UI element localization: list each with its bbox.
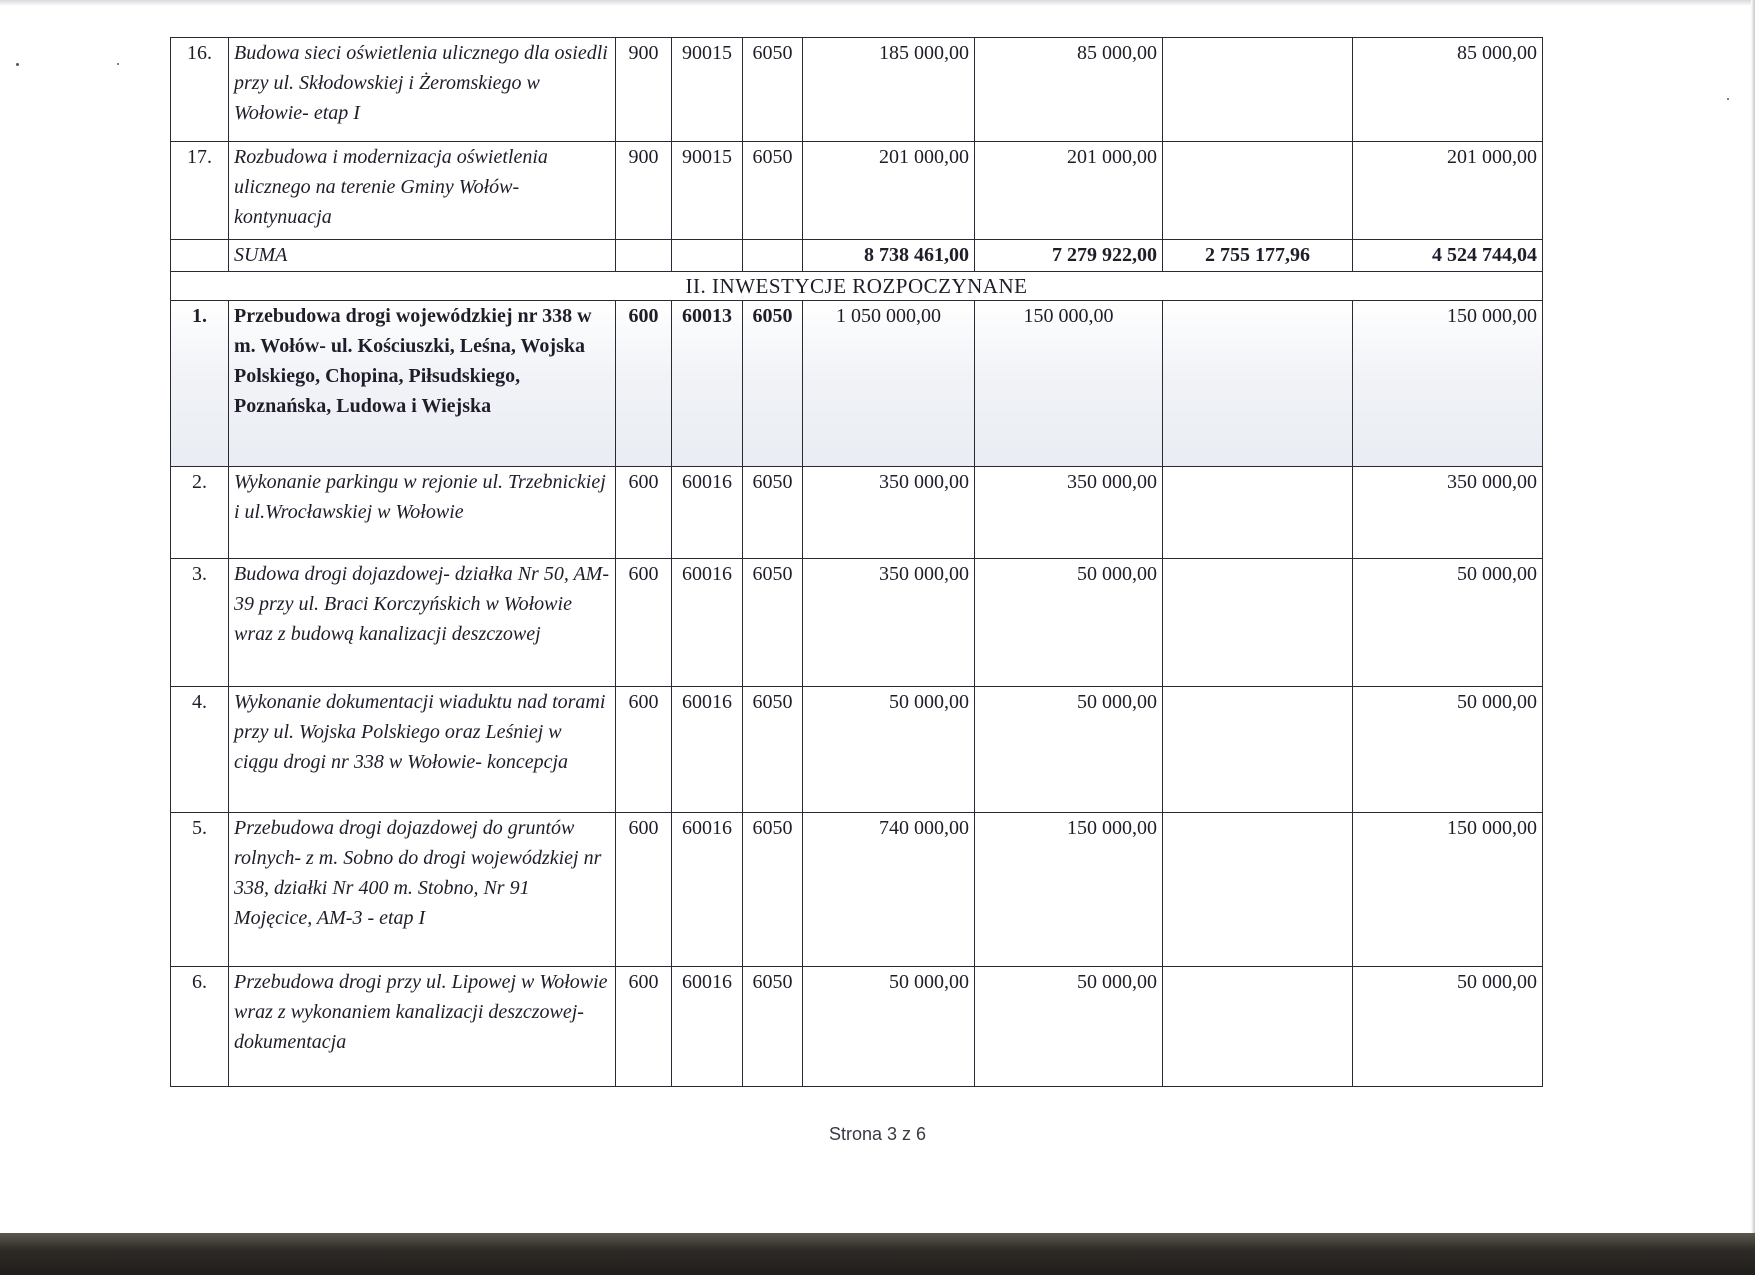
scan-right-edge (1751, 0, 1755, 1233)
row-number: 4. (171, 687, 229, 813)
rozdzial-code: 60016 (672, 687, 743, 813)
row-number: 5. (171, 813, 229, 967)
row-number: 2. (171, 467, 229, 559)
row-number: 16. (171, 38, 229, 142)
total-cost: 350 000,00 (803, 467, 975, 559)
rozdzial-code: 60016 (672, 467, 743, 559)
own-funds: 201 000,00 (1353, 142, 1543, 240)
other-funds (1163, 38, 1353, 142)
task-name: Przebudowa drogi wojewódzkiej nr 338 w m. Wołów- ul. Kościuszki, Leśna, Wojska Polskiego, Chopina, Piłsudskiego, Poznańska, Ludowa i Wiejska (229, 301, 616, 467)
total-cost: 185 000,00 (803, 38, 975, 142)
table-row (171, 687, 1543, 813)
paragraf-code: 6050 (743, 467, 803, 559)
total-cost: 740 000,00 (803, 813, 975, 967)
scan-speck (117, 63, 119, 65)
task-name: Rozbudowa i modernizacja oświetlenia ulicznego na terenie Gminy Wołów- kontynuacja (229, 142, 616, 240)
row-number: 17. (171, 142, 229, 240)
dzial-code: 600 (616, 813, 672, 967)
planned-amount: 50 000,00 (975, 967, 1163, 1087)
planned-amount: 350 000,00 (975, 467, 1163, 559)
other-funds (1163, 559, 1353, 687)
scan-speck (16, 63, 19, 66)
paragraf-code: 6050 (743, 559, 803, 687)
planned-amount: 85 000,00 (975, 38, 1163, 142)
other-funds (1163, 967, 1353, 1087)
own-funds: 150 000,00 (1353, 301, 1543, 467)
table-row (171, 142, 1543, 240)
sum-row (171, 240, 1543, 272)
own-funds: 50 000,00 (1353, 687, 1543, 813)
dzial-code: 600 (616, 301, 672, 467)
task-name: Budowa sieci oświetlenia ulicznego dla osiedli przy ul. Skłodowskiej i Żeromskiego w Wołowie- etap I (229, 38, 616, 142)
empty-cell (616, 240, 672, 272)
other-funds (1163, 813, 1353, 967)
section-title: II. INWESTYCJE ROZPOCZYNANE (171, 272, 1543, 301)
rozdzial-code: 60016 (672, 967, 743, 1087)
sum-own-funds: 4 524 744,04 (1353, 240, 1543, 272)
own-funds: 150 000,00 (1353, 813, 1543, 967)
total-cost: 50 000,00 (803, 967, 975, 1087)
planned-amount: 201 000,00 (975, 142, 1163, 240)
total-cost: 201 000,00 (803, 142, 975, 240)
paragraf-code: 6050 (743, 38, 803, 142)
table-row (171, 301, 1543, 467)
sum-other-funds: 2 755 177,96 (1163, 240, 1353, 272)
scan-top-edge (0, 0, 1755, 6)
dzial-code: 600 (616, 967, 672, 1087)
sum-total-cost: 8 738 461,00 (803, 240, 975, 272)
rozdzial-code: 90015 (672, 38, 743, 142)
dzial-code: 900 (616, 38, 672, 142)
own-funds: 350 000,00 (1353, 467, 1543, 559)
table-row (171, 967, 1543, 1087)
other-funds (1163, 142, 1353, 240)
table-row (171, 467, 1543, 559)
planned-amount: 150 000,00 (975, 813, 1163, 967)
own-funds: 50 000,00 (1353, 967, 1543, 1087)
row-number: 1. (171, 301, 229, 467)
dzial-code: 600 (616, 559, 672, 687)
paragraf-code: 6050 (743, 301, 803, 467)
sum-label: SUMA (229, 240, 616, 272)
paragraf-code: 6050 (743, 967, 803, 1087)
rozdzial-code: 60016 (672, 813, 743, 967)
planned-amount: 50 000,00 (975, 559, 1163, 687)
dzial-code: 600 (616, 467, 672, 559)
planned-amount: 50 000,00 (975, 687, 1163, 813)
empty-cell (743, 240, 803, 272)
empty-cell (171, 240, 229, 272)
table-row (171, 559, 1543, 687)
rozdzial-code: 90015 (672, 142, 743, 240)
paragraf-code: 6050 (743, 687, 803, 813)
task-name: Budowa drogi dojazdowej- działka Nr 50, AM-39 przy ul. Braci Korczyńskich w Wołowie wraz z budową kanalizacji deszczowej (229, 559, 616, 687)
section-heading-row (171, 272, 1543, 301)
investment-table (170, 37, 1543, 1087)
task-name: Wykonanie dokumentacji wiaduktu nad torami przy ul. Wojska Polskiego oraz Leśniej w ciągu drogi nr 338 w Wołowie- koncepcja (229, 687, 616, 813)
other-funds (1163, 467, 1353, 559)
task-name: Wykonanie parkingu w rejonie ul. Trzebnickiej i ul.Wrocławskiej w Wołowie (229, 467, 616, 559)
task-name: Przebudowa drogi dojazdowej do gruntów rolnych- z m. Sobno do drogi wojewódzkiej nr 338, działki Nr 400 m. Stobno, Nr 91 Mojęcice, AM-3 - etap I (229, 813, 616, 967)
scan-speck (1727, 98, 1729, 100)
empty-cell (672, 240, 743, 272)
rozdzial-code: 60013 (672, 301, 743, 467)
row-number: 3. (171, 559, 229, 687)
page-number: Strona 3 z 6 (828, 1124, 927, 1144)
row-number: 6. (171, 967, 229, 1087)
paragraf-code: 6050 (743, 142, 803, 240)
paragraf-code: 6050 (743, 813, 803, 967)
total-cost: 350 000,00 (803, 559, 975, 687)
own-funds: 85 000,00 (1353, 38, 1543, 142)
table-row (171, 38, 1543, 142)
task-name: Przebudowa drogi przy ul. Lipowej w Wołowie wraz z wykonaniem kanalizacji deszczowej-dokumentacja (229, 967, 616, 1087)
total-cost: 50 000,00 (803, 687, 975, 813)
planned-amount: 150 000,00 (975, 301, 1163, 467)
rozdzial-code: 60016 (672, 559, 743, 687)
dzial-code: 600 (616, 687, 672, 813)
dzial-code: 900 (616, 142, 672, 240)
other-funds (1163, 687, 1353, 813)
table-row (171, 813, 1543, 967)
scan-bottom-edge (0, 1233, 1755, 1275)
sum-planned-amount: 7 279 922,00 (975, 240, 1163, 272)
own-funds: 50 000,00 (1353, 559, 1543, 687)
total-cost: 1 050 000,00 (803, 301, 975, 467)
other-funds (1163, 301, 1353, 467)
